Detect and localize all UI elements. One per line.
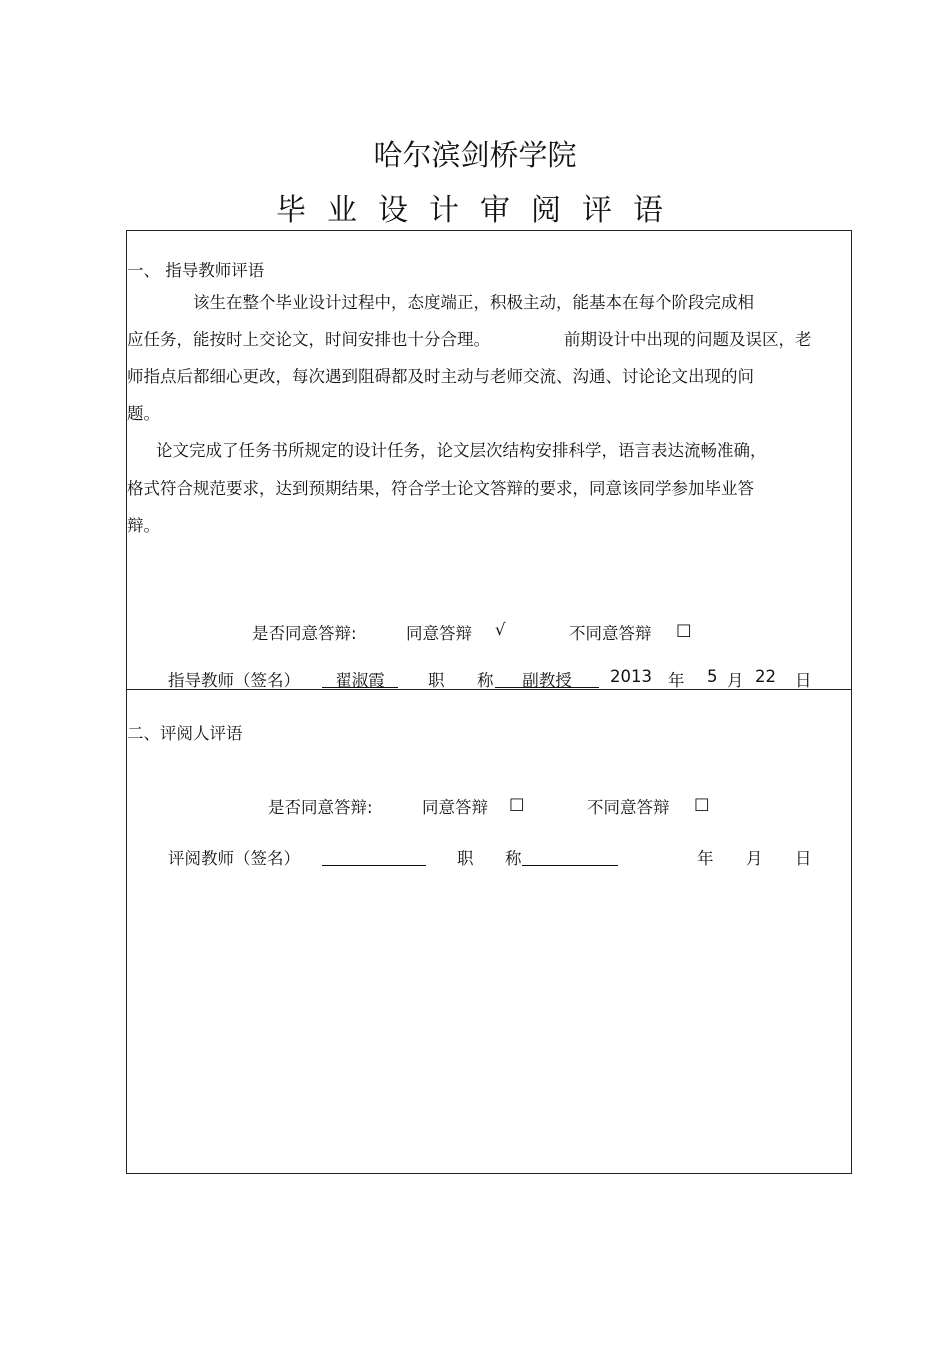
advisor-sign-label: 指导教师（签名） xyxy=(168,671,300,690)
reviewer-sign-label: 评阅教师（签名） xyxy=(168,849,300,868)
agree-label: 同意答辩 xyxy=(422,798,488,817)
advisor-title-value: 副教授 xyxy=(495,667,599,688)
comment-line: 该生在整个毕业设计过程中，态度端正，积极主动，能基本在每个阶段完成相 xyxy=(193,293,754,312)
year-label: 年 xyxy=(668,671,685,690)
disagree-checkbox[interactable]: □ xyxy=(676,620,692,639)
comment-line: 格式符合规范要求，达到预期结果，符合学士论文答辩的要求，同意该同学参加毕业答 xyxy=(127,479,754,498)
day-label: 日 xyxy=(795,671,812,690)
defense-question: 是否同意答辩: xyxy=(268,798,373,817)
sign-year: 2013 xyxy=(610,667,652,686)
comment-line: 师指点后都细心更改，每次遇到阻碍都及时主动与老师交流、沟通、讨论论文出现的问 xyxy=(127,367,754,386)
agree-label: 同意答辩 xyxy=(406,624,472,643)
section2-heading: 二、评阅人评语 xyxy=(127,724,243,743)
school-name: 哈尔滨剑桥学院 xyxy=(373,138,577,172)
agree-checkbox[interactable]: □ xyxy=(509,794,525,813)
title-label-b: 称 xyxy=(505,849,522,868)
defense-question: 是否同意答辩: xyxy=(252,624,357,643)
comment-line: 题。 xyxy=(127,404,160,423)
disagree-label: 不同意答辩 xyxy=(569,624,652,643)
advisor-title-field[interactable] xyxy=(495,667,599,688)
section1-heading: 一、 指导教师评语 xyxy=(127,261,265,280)
sign-month: 5 xyxy=(707,667,718,686)
comment-line: 论文完成了任务书所规定的设计任务，论文层次结构安排科学，语言表达流畅准确， xyxy=(156,441,767,460)
day-label: 日 xyxy=(795,849,812,868)
title-label-a: 职 xyxy=(457,849,474,868)
comment-line: 辩。 xyxy=(127,516,160,535)
reviewer-title-field[interactable] xyxy=(522,845,618,866)
year-label: 年 xyxy=(697,849,714,868)
advisor-signature: 翟淑霞 xyxy=(322,667,398,688)
comment-line: 前期设计中出现的问题及误区，老 xyxy=(564,330,812,349)
reviewer-signature-field[interactable] xyxy=(322,845,426,866)
month-label: 月 xyxy=(727,671,744,690)
month-label: 月 xyxy=(746,849,763,868)
advisor-signature-field[interactable] xyxy=(322,667,398,688)
form-title: 毕业设计审阅评语 xyxy=(276,193,684,228)
title-label-b: 称 xyxy=(477,671,494,690)
comment-line: 应任务，能按时上交论文，时间安排也十分合理。 xyxy=(127,330,490,349)
title-label-a: 职 xyxy=(428,671,445,690)
sign-day: 22 xyxy=(755,667,776,686)
disagree-label: 不同意答辩 xyxy=(587,798,670,817)
agree-check-mark[interactable]: √ xyxy=(495,620,506,639)
disagree-checkbox[interactable]: □ xyxy=(694,794,710,813)
